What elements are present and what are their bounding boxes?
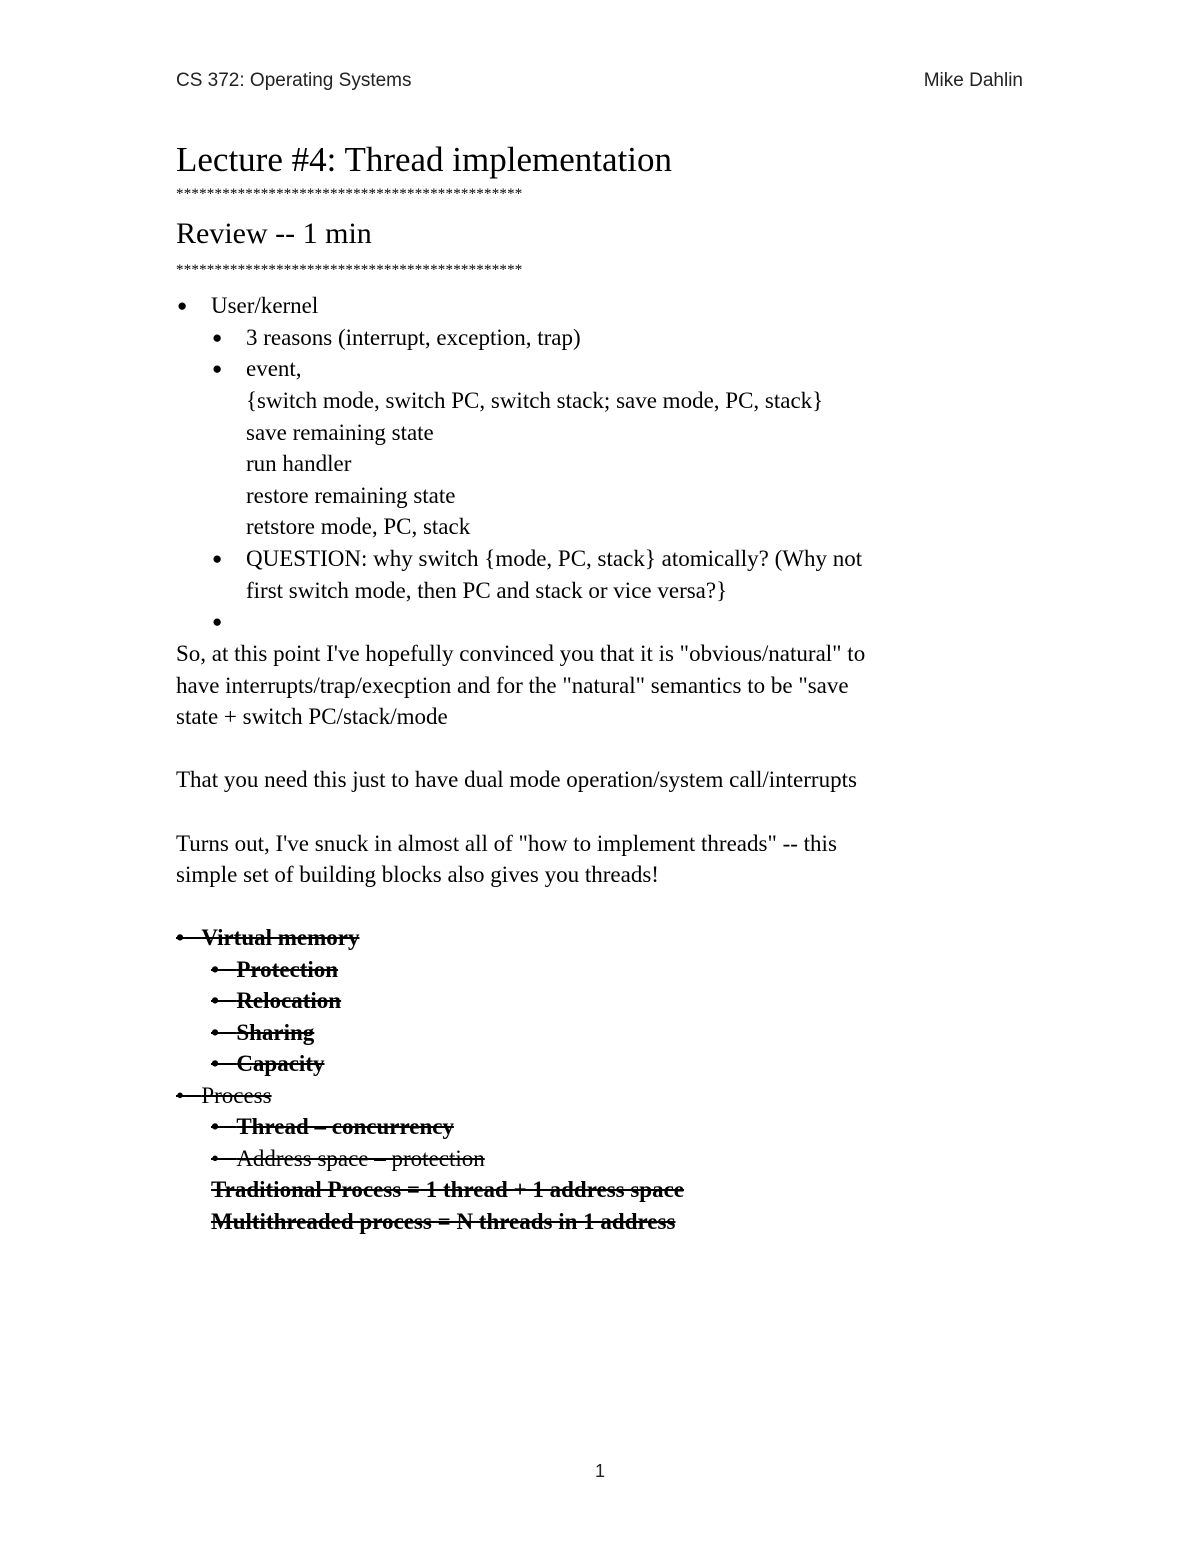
struck-item-virtual-memory — [176, 922, 360, 953]
paragraph-line: state + switch PC/stack/mode — [176, 704, 448, 729]
lecture-title: Lecture #4: Thread implementation — [176, 140, 672, 179]
bullet-icon: • — [211, 988, 220, 1013]
paragraph-line: have interrupts/trap/execption and for the "natural" semantics to be "save — [176, 673, 849, 698]
empty-bullet-icon: ● — [212, 612, 223, 631]
review-subitem-event: event, — [246, 356, 302, 381]
struck-item-capacity — [211, 1048, 324, 1079]
struck-label: Thread – concurrency — [236, 1114, 454, 1139]
review-heading: Review -- 1 min — [176, 217, 372, 250]
struck-item-process — [176, 1080, 272, 1111]
paragraph-line: That you need this just to have dual mode operation/system call/interrupts — [176, 767, 857, 792]
review-event-line: {switch mode, switch PC, switch stack; save mode, PC, stack} — [246, 388, 824, 413]
bullet-icon: • — [176, 925, 185, 950]
struck-label: Protection — [236, 957, 339, 982]
review-event-line: run handler — [246, 451, 352, 476]
struck-item-address-space — [211, 1143, 485, 1174]
star-divider-bottom: ********************************************* — [176, 262, 523, 278]
struck-traditional-process: Traditional Process = 1 thread + 1 address space — [211, 1177, 685, 1202]
struck-label: Process — [201, 1083, 272, 1108]
review-subitem-reasons: 3 reasons (interrupt, exception, trap) — [246, 325, 581, 350]
struck-label: Address space – protection — [236, 1146, 485, 1171]
struck-item-protection — [211, 954, 338, 985]
struck-label: Sharing — [236, 1020, 315, 1045]
bullet-icon: ● — [177, 296, 188, 315]
page-number: 1 — [594, 1461, 605, 1481]
review-question-continued: first switch mode, then PC and stack or vice versa?} — [246, 578, 728, 603]
star-divider-top: ********************************************* — [176, 186, 523, 202]
struck-item-sharing — [211, 1017, 314, 1048]
bullet-icon: • — [211, 957, 220, 982]
paragraph-line: So, at this point I've hopefully convinced you that it is "obvious/natural" to — [176, 641, 866, 666]
author-header: Mike Dahlin — [923, 70, 1023, 91]
course-header: CS 372: Operating Systems — [176, 70, 412, 91]
struck-multithreaded-process: Multithreaded process = N threads in 1 address — [211, 1209, 676, 1234]
bullet-icon: ● — [212, 359, 223, 378]
bullet-icon: • — [211, 1020, 220, 1045]
review-event-line: retstore mode, PC, stack — [246, 514, 471, 539]
struck-label: Relocation — [236, 988, 342, 1013]
bullet-icon: • — [211, 1146, 220, 1171]
struck-item-relocation — [211, 985, 341, 1016]
paragraph-line: simple set of building blocks also gives you threads! — [176, 862, 659, 887]
struck-label: Virtual memory — [201, 925, 360, 950]
bullet-icon: • — [211, 1051, 220, 1076]
review-event-line: save remaining state — [246, 420, 434, 445]
paragraph-line: Turns out, I've snuck in almost all of "how to implement threads" -- this — [176, 831, 837, 856]
struck-item-thread — [211, 1111, 454, 1142]
bullet-icon: • — [176, 1083, 185, 1108]
struck-label: Capacity — [236, 1051, 325, 1076]
bullet-icon: • — [211, 1114, 220, 1139]
bullet-icon: ● — [212, 328, 223, 347]
bullet-icon: ● — [212, 549, 223, 568]
review-event-line: restore remaining state — [246, 483, 456, 508]
review-subitem-question: QUESTION: why switch {mode, PC, stack} atomically? (Why not — [246, 546, 863, 571]
review-item-user-kernel: User/kernel — [211, 293, 319, 318]
